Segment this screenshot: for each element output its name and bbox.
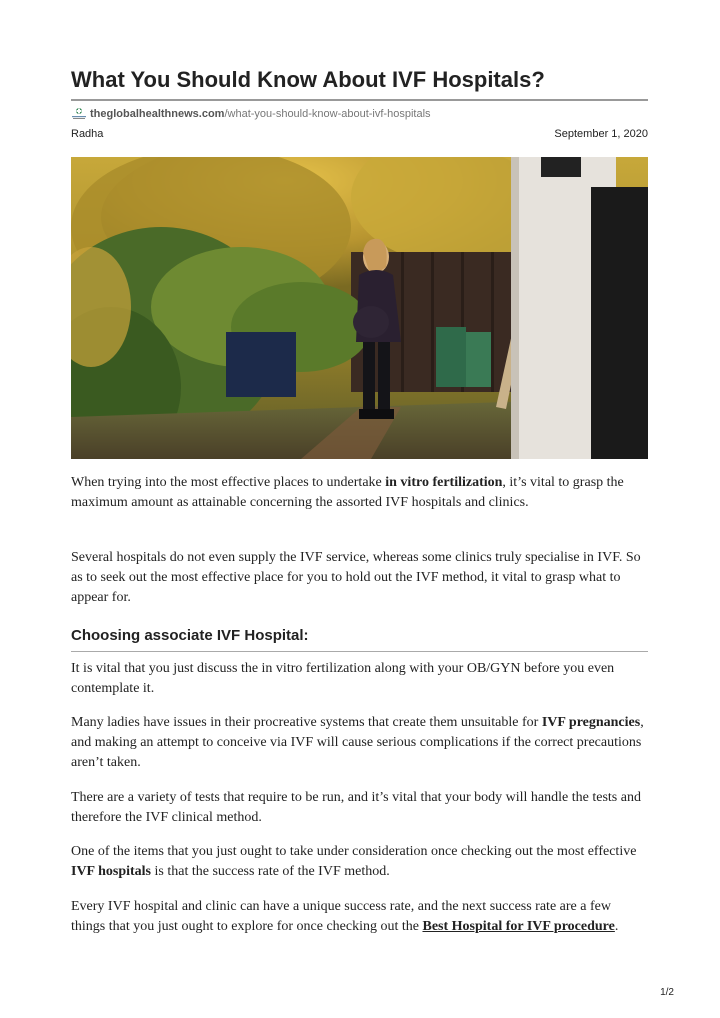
p6-bold: IVF hospitals xyxy=(71,864,152,879)
article-title: What You Should Know About IVF Hospitals? xyxy=(71,67,545,92)
paragraph-intro xyxy=(71,473,646,513)
section-heading: Choosing associate IVF Hospital: xyxy=(71,627,309,644)
page-number: 1/2 xyxy=(660,987,674,998)
paragraph-6 xyxy=(71,842,646,882)
paragraph-3 xyxy=(71,659,646,699)
paragraph-7 xyxy=(71,897,646,937)
p1-text-a: When trying into the most effective places to undertake xyxy=(71,475,386,490)
source-path: /what-you-should-know-about-ivf-hospitals xyxy=(224,108,431,120)
author-name: Radha xyxy=(71,128,104,140)
p4-bold: IVF pregnancies xyxy=(541,715,641,730)
p2-text: Several hospitals do not even supply the IVF service, whereas some clinics truly specialise in IVF. So as to seek out the most effective place for you to hold out the IVF method, it vital to grasp what to appear for. xyxy=(71,550,641,605)
best-hospital-link[interactable]: Best Hospital for IVF procedure xyxy=(422,919,615,934)
article-meta xyxy=(71,128,648,140)
p1-bold: in vitro fertilization xyxy=(385,475,503,490)
site-logo-icon xyxy=(71,107,87,121)
publish-date: September 1, 2020 xyxy=(554,128,648,140)
p4-text-b: , and making an attempt to conceive via IVF will cause serious complications if the correct precautions aren’t taken. xyxy=(71,715,644,770)
hero-image xyxy=(71,157,648,459)
p7-text-a: Every IVF hospital and clinic can have a unique success rate, and the next success rate are a few things that you just ought to explore for once checking out the xyxy=(71,899,611,934)
p1-text-b: , it’s vital to grasp the maximum amount as attainable concerning the assorted IVF hospitals and clinics. xyxy=(71,475,624,510)
p6-text-b: is that the success rate of the IVF method. xyxy=(151,864,390,879)
p3-text: It is vital that you just discuss the in vitro fertilization along with your OB/GYN before you even contemplate it. xyxy=(71,661,615,696)
paragraph-4 xyxy=(71,713,646,773)
p5-text: There are a variety of tests that require to be run, and it’s vital that your body will handle the tests and therefore the IVF clinical method. xyxy=(71,790,641,825)
paragraph-2 xyxy=(71,548,646,608)
p6-text-a: One of the items that you just ought to take under consideration once checking out the most effective xyxy=(71,844,637,859)
p7-text-b: . xyxy=(614,919,619,934)
title-divider xyxy=(71,99,648,101)
source-domain: theglobalhealthnews.com xyxy=(90,108,225,120)
section-divider xyxy=(71,651,648,652)
paragraph-5 xyxy=(71,788,646,828)
p4-text-a: Many ladies have issues in their procreative systems that create them unsuitable for xyxy=(71,715,542,730)
source-link[interactable] xyxy=(71,106,431,122)
